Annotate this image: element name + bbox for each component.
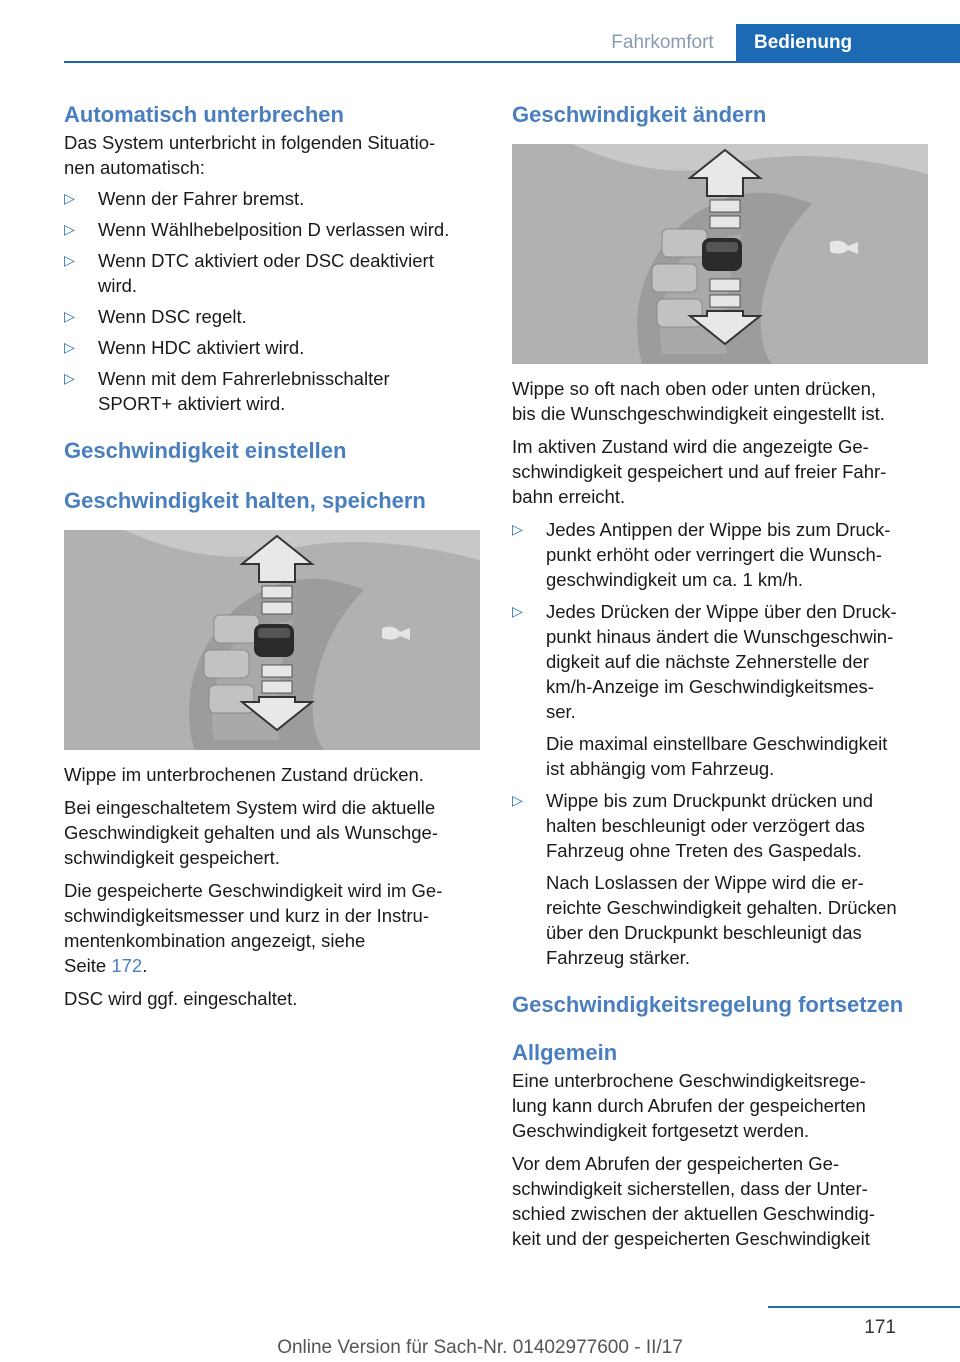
bullet-list	[512, 517, 932, 970]
paragraph: Eine unterbrochene Geschwindigkeitsrege- lung kann durch Abrufen der gespeicherten Geschwindigkeit fortgesetzt werden.	[512, 1070, 866, 1141]
list-item: ▷ Wenn der Fahrer bremst.	[64, 188, 305, 209]
steering-wheel-illustration	[64, 530, 480, 750]
left-column	[64, 100, 480, 1011]
paragraph: Wippe im unterbrochenen Zustand drücken.	[64, 764, 424, 785]
list-item: ▷ Wenn Wählhebelposition D verlassen wird.	[64, 219, 450, 240]
list-item: ▷ Wenn DSC regelt.	[64, 306, 247, 327]
header-rule	[64, 61, 960, 63]
heading-geschwindigkeit-halten: Geschwindigkeit halten, speichern	[64, 488, 426, 513]
paragraph: Bei eingeschaltetem System wird die aktuelle Geschwindigkeit gehalten und als Wunschge- schwindigkeit gespeichert.	[64, 797, 438, 868]
heading-automatisch-unterbrechen: Automatisch unterbrechen	[64, 102, 344, 127]
paragraph: Die gespeicherte Geschwindigkeit wird im Ge- schwindigkeitsmesser und kurz in der Instru- mentenkombination angezeigt, siehe Seite 172.	[64, 880, 443, 976]
heading-geschwindigkeit-einstellen: Geschwindigkeit einstellen	[64, 438, 347, 463]
paragraph: DSC wird ggf. eingeschaltet.	[64, 988, 298, 1009]
bullet-list	[64, 186, 480, 416]
list-item: ▷ Wenn DTC aktiviert oder DSC deaktiviert wird.	[64, 250, 434, 296]
paragraph: Wippe so oft nach oben oder unten drücken, bis die Wunschgeschwindigkeit eingestellt ist.	[512, 378, 885, 424]
tab-fahrkomfort[interactable]: Fahrkomfort	[611, 32, 714, 53]
paragraph: Vor dem Abrufen der gespeicherten Ge- schwindigkeit sicherstellen, dass der Unter- schied zwischen der aktuellen Geschwindig- keit und der gespeicherten Geschwindigkeit	[512, 1153, 875, 1249]
footer-rule	[768, 1306, 960, 1308]
list-item: ▷ Wenn mit dem Fahrerlebnisschalter SPORT+ aktiviert wird.	[64, 368, 390, 414]
steering-wheel-illustration	[512, 144, 928, 364]
list-item-note: Die maximal einstellbare Geschwindigkeit ist abhängig vom Fahrzeug.	[546, 733, 888, 779]
list-item: ▷ Wippe bis zum Druckpunkt drücken und halten beschleunigt oder verzögert das Fahrzeug ohne Treten des Gaspedals. Nach Loslassen der Wippe wird die er- reichte Geschwindigkeit gehalten. Drücken über den Druckpunkt beschleunigt das Fahrzeug stärker.	[512, 788, 932, 970]
steering-wheel-image	[512, 144, 928, 364]
page-number: 171	[864, 1317, 896, 1338]
list-item-note: Nach Loslassen der Wippe wird die er- reichte Geschwindigkeit gehalten. Drücken über den Druckpunkt beschleunigt das Fahrzeug stärker.	[546, 872, 897, 968]
paragraph: Das System unterbricht in folgenden Situatio- nen automatisch:	[64, 132, 436, 178]
paragraph: Im aktiven Zustand wird die angezeigte Ge- schwindigkeit gespeichert und auf freier Fahr- bahn erreicht.	[512, 436, 887, 507]
heading-geschwindigkeitsregelung-fortsetzen: Geschwindigkeitsregelung fortsetzen	[512, 992, 904, 1017]
tab-bedienung[interactable]: Bedienung	[736, 24, 960, 62]
page-link[interactable]: 172	[111, 955, 143, 976]
list-item: ▷ Wenn HDC aktiviert wird.	[64, 337, 305, 358]
right-column	[512, 100, 932, 1251]
steering-wheel-image	[64, 530, 480, 750]
heading-geschwindigkeit-aendern: Geschwindigkeit ändern	[512, 102, 767, 127]
list-item: ▷ Jedes Drücken der Wippe über den Druck- punkt hinaus ändert die Wunschgeschwin- digkeit auf die nächste Zehnerstelle der km/h-Anzeige im Geschwindigkeitsmes- ser. Die maximal einstellbare Geschwindigkeit ist abhängig vom Fahrzeug.	[512, 599, 932, 781]
heading-allgemein: Allgemein	[512, 1040, 618, 1065]
footer-online-version: Online Version für Sach-Nr. 01402977600 - II/17	[277, 1337, 683, 1358]
list-item: ▷ Jedes Antippen der Wippe bis zum Druck- punkt erhöht oder verringert die Wunsch- geschwindigkeit um ca. 1 km/h.	[512, 519, 891, 590]
